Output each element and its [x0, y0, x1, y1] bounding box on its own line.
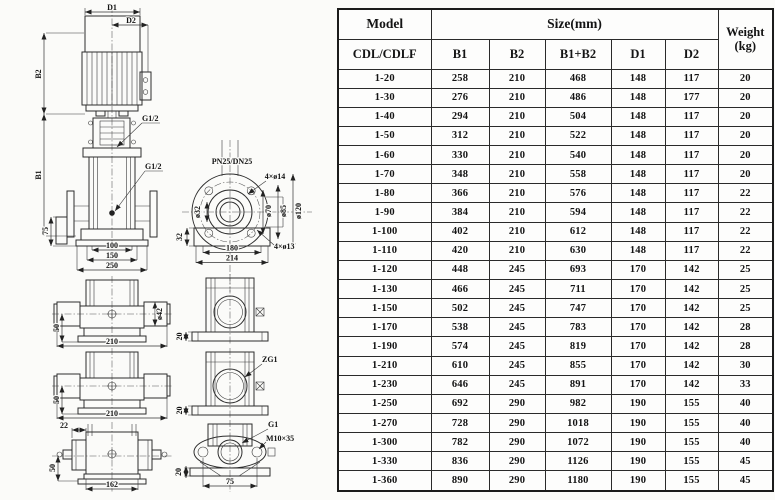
header-model: Model	[338, 9, 431, 39]
table-cell: 1-100	[338, 222, 431, 241]
table-cell: 245	[489, 318, 545, 337]
table-cell: 117	[665, 126, 718, 145]
table-row	[338, 184, 773, 203]
dia-label-120: ø120	[294, 203, 303, 219]
dim-label-180: 180	[226, 243, 238, 253]
table-cell: 855	[545, 356, 611, 375]
bolt-holes-top-label: 4×ø14	[264, 172, 286, 181]
table-cell: 142	[665, 318, 718, 337]
table-cell: 20	[718, 165, 773, 184]
table-cell: 692	[431, 394, 489, 413]
table-cell: 448	[431, 260, 489, 279]
table-cell: 117	[665, 146, 718, 165]
table-cell: 646	[431, 375, 489, 394]
table-cell: 45	[718, 452, 773, 471]
table-cell: 290	[489, 394, 545, 413]
table-cell: 290	[489, 471, 545, 491]
table-cell: 190	[611, 471, 665, 491]
dim-label-f-20: 20	[174, 468, 183, 476]
header-col-d2: D2	[665, 39, 718, 69]
table-cell: 1-110	[338, 241, 431, 260]
table-row	[338, 126, 773, 145]
table-cell: 210	[489, 146, 545, 165]
table-cell: 245	[489, 299, 545, 318]
table-cell: 1-250	[338, 394, 431, 413]
dim-label-c-162: 162	[106, 480, 118, 489]
table-row	[338, 260, 773, 279]
table-cell: 366	[431, 184, 489, 203]
dimension-table-container	[337, 8, 772, 492]
table-cell: 1-300	[338, 433, 431, 452]
table-cell: 1-30	[338, 88, 431, 107]
table-cell: 522	[545, 126, 611, 145]
table-cell: 290	[489, 414, 545, 433]
table-cell: 1-120	[338, 260, 431, 279]
table-cell: 538	[431, 318, 489, 337]
base-section-view-a	[52, 276, 172, 347]
table-row	[338, 165, 773, 184]
table-cell: 982	[545, 394, 611, 413]
table-cell: 468	[545, 69, 611, 88]
table-cell: 782	[431, 433, 489, 452]
table-cell: 210	[489, 241, 545, 260]
table-cell: 1-60	[338, 146, 431, 165]
pump-dimensional-drawing	[0, 0, 335, 500]
table-cell: 1180	[545, 471, 611, 491]
table-cell: 330	[431, 146, 489, 165]
table-cell: 290	[489, 452, 545, 471]
table-cell: 142	[665, 299, 718, 318]
table-cell: 28	[718, 318, 773, 337]
table-cell: 40	[718, 414, 773, 433]
table-cell: 25	[718, 260, 773, 279]
dim-label-b1: B1	[34, 170, 43, 180]
table-cell: 210	[489, 126, 545, 145]
table-cell: 1018	[545, 414, 611, 433]
table-cell: 142	[665, 356, 718, 375]
table-body	[338, 69, 773, 491]
table-cell: 1-40	[338, 107, 431, 126]
base-section-view-b	[52, 348, 172, 419]
table-cell: 45	[718, 471, 773, 491]
dim-label-a-50: 50	[52, 324, 61, 332]
table-cell: 210	[489, 203, 545, 222]
table-cell: 711	[545, 280, 611, 299]
port-front-view-e	[175, 348, 278, 418]
table-cell: 20	[718, 126, 773, 145]
table-cell: 170	[611, 337, 665, 356]
table-cell: 610	[431, 356, 489, 375]
table-row	[338, 222, 773, 241]
dim-label-d-20: 20	[175, 332, 184, 341]
table-cell: 1-130	[338, 280, 431, 299]
table-row	[338, 471, 773, 491]
table-cell: 148	[611, 146, 665, 165]
table-cell: 1-330	[338, 452, 431, 471]
table-cell: 117	[665, 184, 718, 203]
table-cell: 836	[431, 452, 489, 471]
table-cell: 210	[489, 165, 545, 184]
table-cell: 28	[718, 337, 773, 356]
dia-label-85: ø85	[279, 205, 288, 217]
table-cell: 190	[611, 433, 665, 452]
header-col-b2: B2	[489, 39, 545, 69]
dim-label-214: 214	[226, 253, 238, 263]
table-row	[338, 241, 773, 260]
table-cell: 819	[545, 337, 611, 356]
table-cell: 294	[431, 107, 489, 126]
table-cell: 1-90	[338, 203, 431, 222]
dim-label-f-75: 75	[226, 477, 234, 486]
table-cell: 142	[665, 337, 718, 356]
table-cell: 1-270	[338, 414, 431, 433]
dim-label-c-22: 22	[60, 421, 68, 430]
table-cell: 630	[545, 241, 611, 260]
table-cell: 22	[718, 184, 773, 203]
table-row	[338, 337, 773, 356]
table-row	[338, 375, 773, 394]
table-cell: 420	[431, 241, 489, 260]
table-cell: 22	[718, 222, 773, 241]
table-cell: 20	[718, 69, 773, 88]
table-cell: 33	[718, 375, 773, 394]
table-cell: 148	[611, 107, 665, 126]
dim-label-150: 150	[106, 251, 118, 260]
table-cell: 486	[545, 88, 611, 107]
table-cell: 693	[545, 260, 611, 279]
table-cell: 1126	[545, 452, 611, 471]
table-cell: 245	[489, 260, 545, 279]
table-cell: 348	[431, 165, 489, 184]
table-cell: 148	[611, 184, 665, 203]
table-cell: 258	[431, 69, 489, 88]
table-cell: 142	[665, 375, 718, 394]
table-cell: 384	[431, 203, 489, 222]
table-cell: 148	[611, 222, 665, 241]
dim-label-b-210: 210	[106, 409, 118, 418]
port-label-g12-top: G1/2	[142, 114, 159, 123]
dimension-table	[337, 8, 774, 492]
table-cell: 155	[665, 394, 718, 413]
dim-label-d2: D2	[126, 16, 136, 25]
table-cell: 30	[718, 356, 773, 375]
table-row	[338, 203, 773, 222]
table-row	[338, 107, 773, 126]
table-cell: 1-50	[338, 126, 431, 145]
table-row	[338, 394, 773, 413]
table-row	[338, 433, 773, 452]
table-row	[338, 356, 773, 375]
header-weight	[718, 9, 773, 69]
table-cell: 1-80	[338, 184, 431, 203]
table-cell: 25	[718, 280, 773, 299]
table-cell: 245	[489, 375, 545, 394]
table-cell: 40	[718, 433, 773, 452]
table-cell: 783	[545, 318, 611, 337]
pump-side-view	[34, 3, 163, 270]
table-cell: 1-210	[338, 356, 431, 375]
table-cell: 170	[611, 280, 665, 299]
table-cell: 312	[431, 126, 489, 145]
table-cell: 540	[545, 146, 611, 165]
dim-label-250: 250	[106, 261, 118, 270]
table-cell: 170	[611, 299, 665, 318]
table-cell: 502	[431, 299, 489, 318]
table-cell: 1072	[545, 433, 611, 452]
table-row	[338, 280, 773, 299]
dia-label-70: ø70	[264, 205, 273, 217]
table-cell: 290	[489, 433, 545, 452]
table-cell: 117	[665, 203, 718, 222]
table-cell: 1-150	[338, 299, 431, 318]
table-cell: 210	[489, 69, 545, 88]
port-label-zg1: ZG1	[262, 355, 278, 364]
dim-label-75: 75	[41, 227, 50, 235]
dim-label-d1: D1	[107, 3, 117, 12]
table-cell: 245	[489, 337, 545, 356]
dim-label-e-20: 20	[175, 406, 184, 415]
table-cell: 155	[665, 414, 718, 433]
table-cell: 1-190	[338, 337, 431, 356]
table-cell: 1-360	[338, 471, 431, 491]
table-cell: 142	[665, 260, 718, 279]
table-cell: 574	[431, 337, 489, 356]
table-cell: 1-170	[338, 318, 431, 337]
table-cell: 155	[665, 433, 718, 452]
table-cell: 1-70	[338, 165, 431, 184]
dim-label-c-50: 50	[48, 464, 57, 472]
table-row	[338, 146, 773, 165]
thread-label-m10: M10×35	[266, 434, 295, 443]
table-cell: 20	[718, 107, 773, 126]
bolt-holes-bottom-label: 4×ø13	[274, 242, 295, 251]
table-cell: 117	[665, 165, 718, 184]
table-cell: 148	[611, 165, 665, 184]
table-cell: 245	[489, 280, 545, 299]
table-cell: 20	[718, 88, 773, 107]
table-cell: 276	[431, 88, 489, 107]
table-row	[338, 69, 773, 88]
table-cell: 612	[545, 222, 611, 241]
table-cell: 117	[665, 69, 718, 88]
table-cell: 402	[431, 222, 489, 241]
dim-label-b-50: 50	[52, 396, 61, 404]
table-cell: 210	[489, 107, 545, 126]
table-cell: 148	[611, 203, 665, 222]
table-cell: 148	[611, 88, 665, 107]
table-cell: 148	[611, 69, 665, 88]
table-cell: 117	[665, 241, 718, 260]
table-cell: 170	[611, 318, 665, 337]
header-col-d1: D1	[611, 39, 665, 69]
table-row	[338, 299, 773, 318]
header-model-series: CDL/CDLF	[338, 39, 431, 69]
port-label-g1: G1	[268, 420, 279, 429]
table-cell: 890	[431, 471, 489, 491]
base-section-view-c	[48, 421, 172, 492]
table-cell: 148	[611, 241, 665, 260]
table-cell: 148	[611, 126, 665, 145]
table-cell: 117	[665, 107, 718, 126]
dia-label-a-42: ø42	[155, 308, 164, 320]
table-row	[338, 88, 773, 107]
table-cell: 594	[545, 203, 611, 222]
header-col-b1b2: B1+B2	[545, 39, 611, 69]
table-cell: 170	[611, 375, 665, 394]
header-col-b1: B1	[431, 39, 489, 69]
table-cell: 576	[545, 184, 611, 203]
table-cell: 210	[489, 88, 545, 107]
table-row	[338, 414, 773, 433]
dim-label-100: 100	[106, 241, 118, 250]
table-cell: 210	[489, 184, 545, 203]
table-cell: 170	[611, 356, 665, 375]
table-cell: 142	[665, 280, 718, 299]
dim-label-a-210: 210	[106, 337, 118, 346]
port-front-view-f	[174, 420, 294, 492]
header-size: Size(mm)	[431, 9, 718, 39]
table-cell: 1-20	[338, 69, 431, 88]
table-cell: 728	[431, 414, 489, 433]
table-cell: 117	[665, 222, 718, 241]
table-cell: 558	[545, 165, 611, 184]
header-weight-unit: (kg)	[734, 39, 757, 54]
table-cell: 210	[489, 222, 545, 241]
table-cell: 190	[611, 394, 665, 413]
table-cell: 177	[665, 88, 718, 107]
header-weight-label: Weight	[726, 24, 765, 39]
table-cell: 504	[545, 107, 611, 126]
table-cell: 155	[665, 471, 718, 491]
table-cell: 22	[718, 203, 773, 222]
dim-label-b2: B2	[34, 69, 43, 79]
dim-label-32: 32	[175, 233, 184, 241]
table-cell: 22	[718, 241, 773, 260]
table-cell: 25	[718, 299, 773, 318]
table-cell: 245	[489, 356, 545, 375]
port-label-g12-mid: G1/2	[145, 162, 162, 171]
table-cell: 466	[431, 280, 489, 299]
flange-rating-label: PN25/DN25	[211, 157, 253, 166]
dia-label-32: ø32	[193, 206, 202, 218]
table-row	[338, 318, 773, 337]
table-cell: 155	[665, 452, 718, 471]
table-cell: 170	[611, 260, 665, 279]
flange-top-view	[175, 140, 312, 292]
port-front-view-d	[175, 274, 268, 344]
table-cell: 190	[611, 414, 665, 433]
table-cell: 1-230	[338, 375, 431, 394]
table-cell: 40	[718, 394, 773, 413]
table-cell: 20	[718, 146, 773, 165]
table-cell: 747	[545, 299, 611, 318]
table-row	[338, 452, 773, 471]
table-cell: 190	[611, 452, 665, 471]
table-cell: 891	[545, 375, 611, 394]
